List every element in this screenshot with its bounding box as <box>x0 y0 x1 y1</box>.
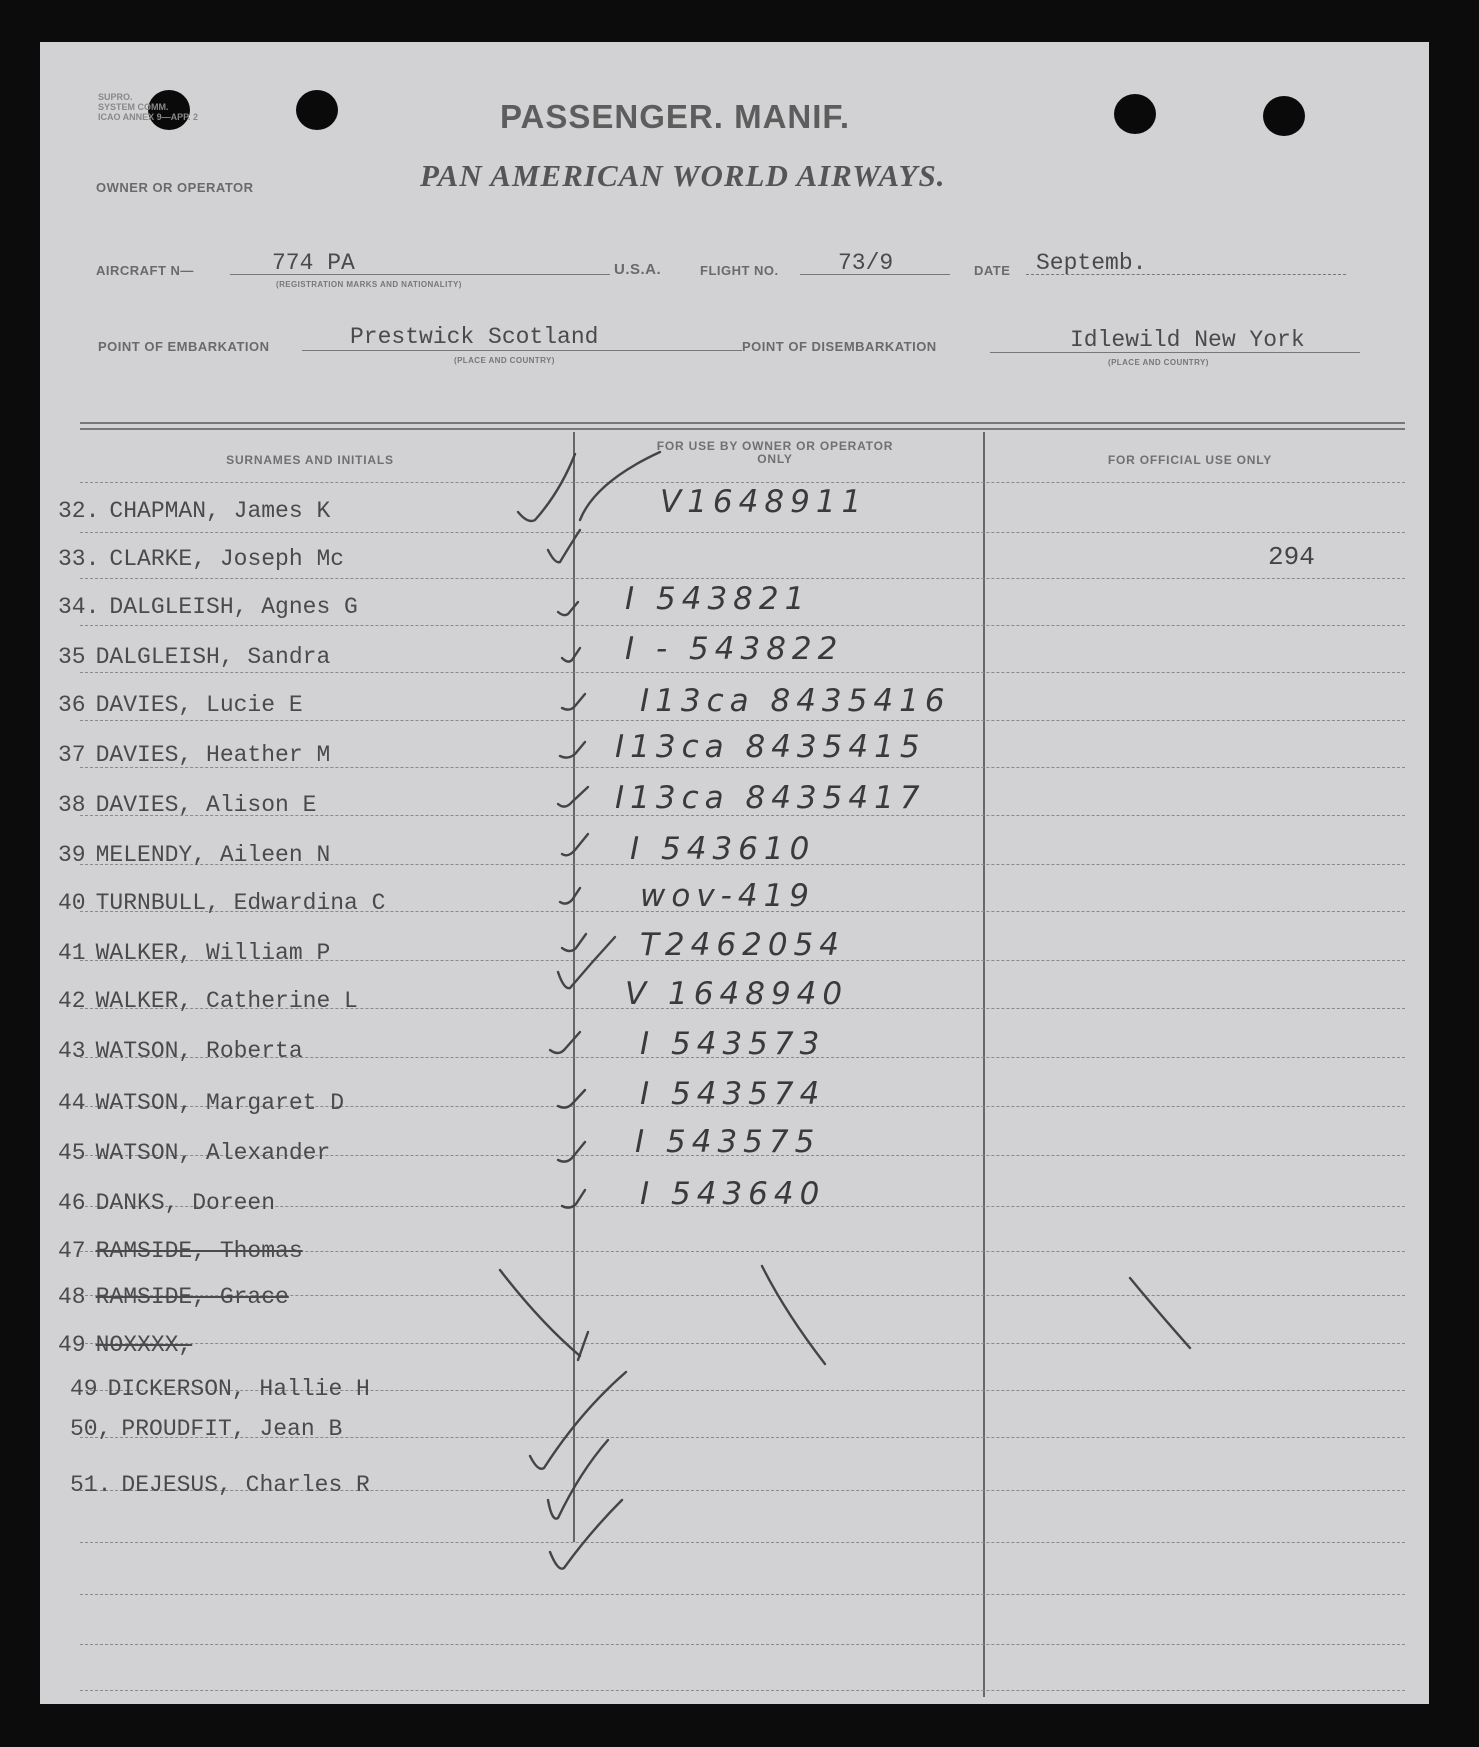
passenger-name: DAVIES, Lucie E <box>95 692 303 718</box>
embarkation-label: POINT OF EMBARKATION <box>98 339 270 354</box>
check-mark <box>550 1032 580 1053</box>
passenger-number: 39 <box>58 842 86 868</box>
manifest-sheet <box>40 42 1429 1704</box>
flight-number: 73/9 <box>838 250 894 276</box>
disembarkation-label: POINT OF DISEMBARKATION <box>742 339 937 354</box>
passenger-name: WALKER, William P <box>95 940 331 966</box>
passport-number: I 543575 <box>635 1124 821 1160</box>
check-mark <box>500 1270 580 1356</box>
aircraft-caption: (REGISTRATION MARKS AND NATIONALITY) <box>276 280 462 289</box>
check-mark <box>560 888 580 904</box>
passenger-number: 43 <box>58 1038 86 1064</box>
passenger-number: 47 <box>58 1238 86 1264</box>
passport-number: I - 543822 <box>625 631 844 667</box>
check-mark <box>530 1372 626 1469</box>
aircraft-value: 774 PA <box>272 250 355 276</box>
check-mark <box>562 934 586 951</box>
passenger-number: 32. <box>58 498 100 524</box>
passenger-number: 48 <box>58 1284 86 1310</box>
passenger-number: 40 <box>58 890 86 916</box>
check-mark <box>558 602 578 615</box>
passenger-name: TURNBULL, Edwardina C <box>95 890 386 916</box>
passenger-name: CHAPMAN, James K <box>109 498 331 524</box>
check-mark <box>558 937 615 988</box>
passenger-number: 42 <box>58 988 86 1014</box>
form-stamp: SUPRO. SYSTEM COMM. ICAO ANNEX 9—APP. 2 <box>98 92 199 122</box>
passenger-name: DAVIES, Heather M <box>95 742 331 768</box>
passenger-name: DAVIES, Alison E <box>95 792 317 818</box>
passenger-number: 49 <box>70 1376 98 1402</box>
passport-number: I13ca 8435415 <box>615 729 926 765</box>
passenger-name: MELENDY, Aileen N <box>95 842 331 868</box>
passport-number: I 543610 <box>630 831 816 867</box>
passport-number: I13ca 8435416 <box>640 683 951 719</box>
check-mark <box>1130 1278 1190 1348</box>
passport-number: T2462054 <box>640 927 845 963</box>
column-header-names: SURNAMES AND INITIALS <box>226 453 394 467</box>
check-mark <box>562 834 588 855</box>
passenger-number: 37 <box>58 742 86 768</box>
check-mark <box>562 1190 585 1208</box>
check-mark <box>558 1142 585 1162</box>
passport-number: I 543573 <box>640 1026 826 1062</box>
usa-label: U.S.A. <box>614 261 662 278</box>
passport-number: V 1648940 <box>625 976 849 1012</box>
date-label: DATE <box>974 263 1011 278</box>
passenger-number: 35 <box>58 644 86 670</box>
passport-number: V1648911 <box>660 484 868 520</box>
disembarkation-value: Idlewild New York <box>1070 327 1305 353</box>
column-header-owner: FOR USE BY OWNER OR OPERATOR ONLY <box>656 439 894 466</box>
check-mark <box>560 742 585 758</box>
passenger-name: PROUDFIT, Jean B <box>121 1416 343 1442</box>
passenger-name: DANKS, Doreen <box>95 1190 276 1216</box>
check-mark <box>580 452 660 520</box>
passenger-number: 46 <box>58 1190 86 1216</box>
passenger-name: DICKERSON, Hallie H <box>107 1376 370 1402</box>
check-mark <box>562 648 580 662</box>
passenger-number: 34. <box>58 594 100 620</box>
check-mark <box>558 787 588 807</box>
passenger-name: DEJESUS, Charles R <box>121 1472 370 1498</box>
check-mark <box>762 1266 825 1364</box>
date-value: Septemb. <box>1036 250 1147 276</box>
passenger-name: WALKER, Catherine L <box>95 988 358 1014</box>
passenger-number: 50, <box>70 1416 112 1442</box>
check-mark <box>548 530 580 562</box>
passenger-name: WATSON, Alexander <box>95 1140 331 1166</box>
passenger-number: 38 <box>58 792 86 818</box>
embarkation-caption: (PLACE AND COUNTRY) <box>454 356 555 365</box>
passenger-number: 33. <box>58 546 100 572</box>
aircraft-label: AIRCRAFT N— <box>96 263 194 278</box>
operator-label: OWNER OR OPERATOR <box>96 180 254 195</box>
checkmarks <box>40 42 1429 1704</box>
disembarkation-caption: (PLACE AND COUNTRY) <box>1108 358 1209 367</box>
passenger-number: 36 <box>58 692 86 718</box>
passenger-number: 49 <box>58 1332 86 1358</box>
passenger-number: 45 <box>58 1140 86 1166</box>
check-mark <box>518 454 575 521</box>
operator-name: PAN AMERICAN WORLD AIRWAYS. <box>420 158 946 193</box>
column-header-official: FOR OFFICIAL USE ONLY <box>1107 453 1273 467</box>
passport-number: wov-419 <box>640 878 816 914</box>
passenger-name: DALGLEISH, Sandra <box>95 644 331 670</box>
flight-label: FLIGHT NO. <box>700 263 779 278</box>
passenger-number: 51. <box>70 1472 112 1498</box>
check-mark <box>548 1440 608 1519</box>
embarkation-value: Prestwick Scotland <box>350 324 599 350</box>
passenger-number: 41 <box>58 940 86 966</box>
passport-number: I 543821 <box>625 581 811 617</box>
passenger-number: 44 <box>58 1090 86 1116</box>
passenger-name: WATSON, Margaret D <box>95 1090 345 1116</box>
passenger-name: WATSON, Roberta <box>95 1038 303 1064</box>
passport-number: I 543574 <box>640 1076 826 1112</box>
check-mark <box>562 694 585 710</box>
passenger-name: DALGLEISH, Agnes G <box>109 594 358 620</box>
passenger-name: RAMSIDE, Thomas <box>95 1238 303 1264</box>
check-mark <box>558 1090 585 1108</box>
passenger-name: CLARKE, Joseph Mc <box>109 546 345 572</box>
passenger-name: NOXXXX, <box>95 1332 193 1358</box>
passport-number: I13ca 8435417 <box>615 780 926 816</box>
official-code: 294 <box>1268 542 1315 572</box>
passport-number: I 543640 <box>640 1176 826 1212</box>
check-mark <box>578 1332 588 1360</box>
page-title: PASSENGER. MANIF. <box>500 98 851 135</box>
passenger-name: RAMSIDE, Grace <box>95 1284 289 1310</box>
